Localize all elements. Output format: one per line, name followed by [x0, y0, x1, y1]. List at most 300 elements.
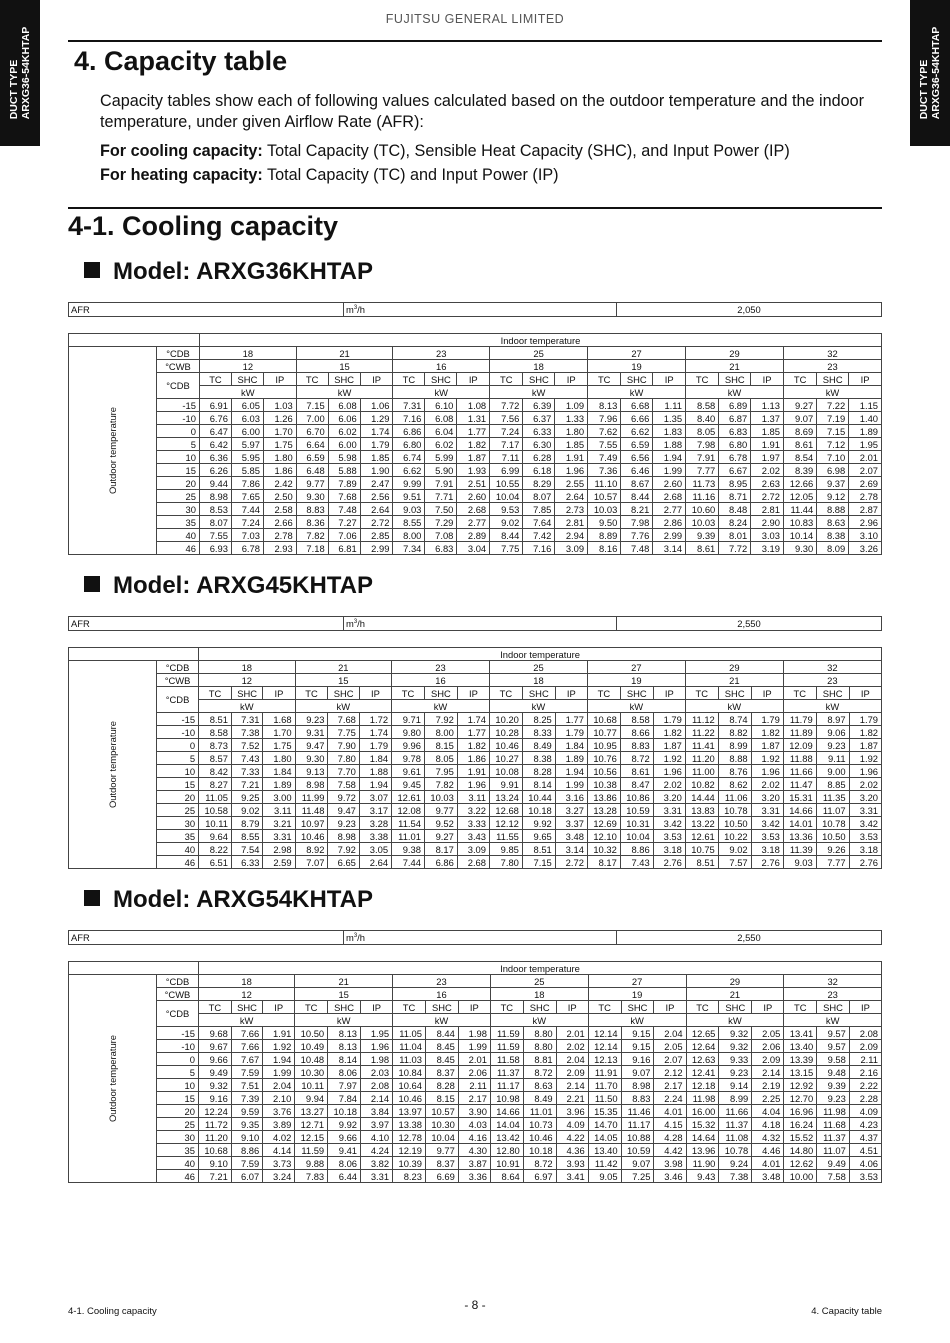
capacity-value: 11.37 [817, 1131, 850, 1144]
capacity-value: 14.66 [490, 1105, 523, 1118]
capacity-value: 8.54 [783, 451, 816, 464]
unit-label: kW [393, 1014, 491, 1027]
capacity-value: 8.24 [719, 516, 751, 529]
column-header: TC [588, 373, 621, 386]
capacity-value: 7.10 [817, 451, 849, 464]
capacity-value: 7.66 [231, 1027, 262, 1040]
capacity-value: 7.58 [328, 778, 359, 791]
capacity-value: 7.82 [424, 778, 457, 791]
capacity-value: 8.13 [588, 399, 621, 412]
capacity-value: 8.58 [199, 726, 232, 739]
capacity-value: 6.97 [523, 1170, 556, 1183]
capacity-value: 8.09 [817, 542, 849, 555]
cwb-label: °CWB [157, 674, 199, 687]
capacity-value: 8.98 [328, 830, 359, 843]
capacity-value: 7.03 [231, 529, 263, 542]
capacity-value: 7.24 [231, 516, 263, 529]
capacity-value: 7.06 [328, 529, 360, 542]
capacity-value: 8.99 [719, 1092, 752, 1105]
capacity-value: 8.05 [686, 425, 719, 438]
capacity-value: 7.72 [719, 542, 751, 555]
capacity-value: 3.38 [359, 830, 391, 843]
capacity-value: 12.92 [784, 1079, 817, 1092]
capacity-value: 10.91 [490, 1157, 523, 1170]
capacity-value: 4.18 [752, 1118, 784, 1131]
capacity-value: 7.52 [231, 739, 262, 752]
capacity-value: 10.00 [784, 1170, 817, 1183]
capacity-value: 13.41 [784, 1027, 817, 1040]
capacity-value: 1.94 [653, 451, 686, 464]
capacity-value: 12.78 [393, 1131, 426, 1144]
capacity-value: 6.56 [621, 451, 653, 464]
capacity-value: 9.66 [328, 1131, 361, 1144]
capacity-value: 1.82 [751, 726, 783, 739]
capacity-value: 6.48 [296, 464, 328, 477]
capacity-value: 9.32 [719, 1040, 752, 1053]
capacity-value: 2.17 [458, 1092, 490, 1105]
capacity-value: 6.59 [621, 438, 653, 451]
capacity-value: 9.32 [719, 1027, 752, 1040]
capacity-value: 8.85 [816, 778, 849, 791]
capacity-value: 5.90 [425, 464, 457, 477]
capacity-value: 9.14 [719, 1079, 752, 1092]
capacity-value: 8.33 [522, 726, 555, 739]
cwb-value: 19 [588, 988, 686, 1001]
capacity-value: 13.22 [685, 817, 718, 830]
capacity-value: 10.59 [621, 1144, 654, 1157]
cdb-value: 25 [490, 975, 588, 988]
capacity-value: 4.16 [458, 1131, 490, 1144]
capacity-value: 3.90 [458, 1105, 490, 1118]
capacity-value: 10.31 [620, 817, 653, 830]
capacity-value: 16.96 [784, 1105, 817, 1118]
capacity-value: 1.95 [849, 438, 882, 451]
capacity-value: 2.11 [458, 1079, 490, 1092]
capacity-value: 11.17 [621, 1118, 654, 1131]
capacity-value: 7.76 [621, 529, 653, 542]
capacity-value: 7.91 [686, 451, 719, 464]
capacity-value: 11.90 [686, 1157, 719, 1170]
capacity-value: 7.75 [328, 726, 359, 739]
capacity-value: 3.53 [849, 1170, 881, 1183]
capacity-value: 2.05 [654, 1040, 686, 1053]
capacity-value: 8.63 [523, 1079, 556, 1092]
outdoor-cdb-label: °CDB [157, 373, 200, 399]
table-row [69, 791, 882, 804]
capacity-value: 1.96 [361, 1040, 393, 1053]
capacity-value: 9.57 [817, 1040, 850, 1053]
capacity-value: 3.09 [555, 542, 588, 555]
capacity-value: 9.85 [489, 843, 522, 856]
capacity-value: 9.99 [393, 477, 425, 490]
capacity-value: 9.65 [522, 830, 555, 843]
table-row [69, 412, 882, 425]
capacity-value: 1.96 [849, 765, 881, 778]
afr-unit [344, 303, 617, 317]
capacity-value: 5.97 [231, 438, 263, 451]
capacity-value: 7.48 [328, 503, 360, 516]
capacity-table [68, 961, 882, 1183]
capacity-value: 6.83 [719, 425, 751, 438]
capacity-value: 9.58 [817, 1053, 850, 1066]
cdb-value: 32 [783, 347, 881, 360]
capacity-value: 10.46 [523, 1131, 556, 1144]
capacity-value: 2.66 [263, 516, 296, 529]
capacity-value: 8.98 [295, 778, 328, 791]
capacity-value: 14.66 [783, 804, 816, 817]
capacity-value: 3.53 [653, 830, 685, 843]
capacity-value: 2.07 [654, 1053, 686, 1066]
outdoor-temp-value: 46 [157, 856, 199, 869]
cwb-value: 12 [199, 360, 296, 373]
capacity-value: 8.81 [523, 1053, 556, 1066]
capacity-value: 3.14 [555, 843, 587, 856]
capacity-value: 6.33 [231, 856, 262, 869]
capacity-value: 2.73 [555, 503, 588, 516]
capacity-value: 2.04 [654, 1027, 686, 1040]
capacity-value: 3.37 [555, 817, 587, 830]
capacity-value: 9.48 [817, 1066, 850, 1079]
capacity-value: 9.77 [425, 1144, 458, 1157]
capacity-value: 12.70 [784, 1092, 817, 1105]
capacity-value: 7.71 [425, 490, 457, 503]
afr-unit-tail: /h [357, 304, 365, 316]
capacity-value: 1.70 [263, 425, 296, 438]
capacity-value: 10.68 [198, 1144, 231, 1157]
capacity-value: 8.86 [231, 1144, 262, 1157]
capacity-value: 7.83 [295, 1170, 328, 1183]
capacity-value: 9.80 [392, 726, 425, 739]
column-header: IP [457, 687, 489, 700]
capacity-value: 7.95 [424, 765, 457, 778]
capacity-value: 11.01 [392, 830, 425, 843]
capacity-value: 4.22 [556, 1131, 588, 1144]
capacity-value: 6.51 [199, 856, 232, 869]
capacity-value: 8.21 [621, 503, 653, 516]
cdb-value: 18 [199, 661, 295, 674]
capacity-value: 9.88 [295, 1157, 328, 1170]
capacity-value: 11.22 [685, 726, 718, 739]
capacity-value: 8.28 [425, 1079, 458, 1092]
capacity-value: 1.87 [457, 451, 490, 464]
capacity-value: 9.00 [816, 765, 849, 778]
capacity-value: 2.86 [653, 516, 686, 529]
capacity-value: 3.14 [653, 542, 686, 555]
capacity-value: 9.52 [424, 817, 457, 830]
capacity-value: 7.27 [328, 516, 360, 529]
capacity-value: 2.94 [555, 529, 588, 542]
capacity-value: 1.90 [360, 464, 393, 477]
capacity-value: 9.96 [392, 739, 425, 752]
capacity-value: 10.44 [522, 791, 555, 804]
model-name: Model: ARXG54KHTAP [113, 886, 374, 913]
unit-label: kW [588, 386, 686, 399]
column-header: IP [751, 373, 784, 386]
capacity-value: 8.97 [816, 713, 849, 726]
capacity-value: 1.79 [555, 726, 587, 739]
capacity-value: 9.26 [816, 843, 849, 856]
afr-unit-base: m [346, 932, 354, 944]
capacity-value: 7.59 [231, 1066, 262, 1079]
capacity-value: 5.85 [231, 464, 263, 477]
table-row [69, 1131, 882, 1144]
capacity-value: 9.92 [328, 1118, 361, 1131]
capacity-value: 1.96 [653, 765, 685, 778]
capacity-value: 12.14 [588, 1040, 621, 1053]
capacity-value: 2.72 [360, 516, 393, 529]
capacity-value: 9.07 [783, 412, 816, 425]
unit-label: kW [783, 386, 881, 399]
capacity-value: 12.05 [783, 490, 816, 503]
capacity-value: 4.01 [654, 1105, 686, 1118]
capacity-value: 13.86 [587, 791, 620, 804]
capacity-value: 10.50 [816, 830, 849, 843]
column-header: TC [199, 687, 232, 700]
column-header: IP [849, 1001, 881, 1014]
cwb-value: 19 [588, 360, 686, 373]
capacity-value: 10.78 [719, 1144, 752, 1157]
capacity-value: 4.04 [752, 1105, 784, 1118]
outdoor-temp-value: -15 [157, 713, 199, 726]
column-header: SHC [231, 1001, 262, 1014]
cwb-value: 19 [587, 674, 685, 687]
afr-unit-sup: 3 [353, 305, 358, 312]
capacity-value: 7.51 [231, 1079, 262, 1092]
capacity-value: 6.74 [393, 451, 425, 464]
table-row [69, 713, 882, 726]
capacity-value: 3.31 [361, 1170, 393, 1183]
capacity-value: 7.58 [817, 1170, 850, 1183]
capacity-value: 13.38 [393, 1118, 426, 1131]
capacity-value: 1.99 [263, 1066, 295, 1079]
column-header: TC [588, 1001, 621, 1014]
capacity-value: 11.47 [783, 778, 816, 791]
capacity-value: 7.16 [523, 542, 555, 555]
capacity-value: 8.67 [621, 477, 653, 490]
capacity-value: 6.62 [393, 464, 425, 477]
capacity-value: 2.64 [359, 856, 391, 869]
capacity-value: 12.08 [392, 804, 425, 817]
capacity-value: 7.70 [328, 765, 359, 778]
capacity-value: 7.08 [425, 529, 457, 542]
outdoor-temperature-label [69, 975, 157, 1183]
capacity-value: 2.68 [653, 490, 686, 503]
capacity-value: 6.76 [199, 412, 231, 425]
capacity-value: 1.94 [555, 765, 587, 778]
capacity-value: 12.62 [784, 1157, 817, 1170]
table-row [69, 752, 882, 765]
cwb-value: 18 [489, 674, 587, 687]
capacity-value: 3.03 [751, 529, 784, 542]
column-header: TC [783, 373, 816, 386]
capacity-value: 9.94 [295, 1092, 328, 1105]
side-tab-line1: DUCT TYPE [918, 59, 930, 120]
column-header: IP [457, 373, 490, 386]
capacity-value: 2.12 [654, 1066, 686, 1079]
capacity-value: 9.59 [231, 1105, 262, 1118]
capacity-value: 1.13 [751, 399, 784, 412]
unit-label: kW [392, 700, 490, 713]
cwb-value: 15 [295, 674, 391, 687]
capacity-value: 1.91 [751, 438, 784, 451]
capacity-value: 3.22 [457, 804, 489, 817]
page-number: - 8 - [464, 1298, 486, 1312]
column-header: IP [359, 687, 391, 700]
heating-definition [100, 165, 890, 186]
capacity-value: 7.91 [425, 477, 457, 490]
capacity-value: 1.99 [555, 778, 587, 791]
capacity-value: 2.04 [263, 1079, 295, 1092]
capacity-value: 6.46 [621, 464, 653, 477]
unit-label: kW [489, 700, 587, 713]
column-header: SHC [817, 373, 849, 386]
capacity-value: 9.07 [621, 1066, 654, 1079]
capacity-value: 6.99 [490, 464, 523, 477]
capacity-value: 7.77 [686, 464, 719, 477]
section-title: 4. Capacity table [74, 46, 288, 76]
unit-label: kW [686, 386, 784, 399]
capacity-value: 11.72 [198, 1118, 231, 1131]
capacity-value: 13.97 [393, 1105, 426, 1118]
outdoor-temp-value: 15 [157, 1092, 199, 1105]
cdb-label: °CDB [157, 975, 199, 988]
capacity-value: 6.07 [231, 1170, 262, 1183]
column-header: IP [752, 1001, 784, 1014]
capacity-value: 11.10 [588, 477, 621, 490]
table-row [69, 399, 882, 412]
capacity-value: 9.02 [490, 516, 523, 529]
capacity-value: 9.35 [231, 1118, 262, 1131]
capacity-value: 10.58 [199, 804, 232, 817]
capacity-value: 9.92 [522, 817, 555, 830]
capacity-value: 9.64 [199, 830, 232, 843]
outdoor-temp-value: 35 [157, 830, 199, 843]
capacity-value: 4.46 [752, 1144, 784, 1157]
capacity-value: 10.49 [295, 1040, 328, 1053]
capacity-value: 1.95 [361, 1027, 393, 1040]
column-header: SHC [719, 1001, 752, 1014]
capacity-value: 13.24 [489, 791, 522, 804]
capacity-value: 1.74 [360, 425, 393, 438]
capacity-value: 4.10 [361, 1131, 393, 1144]
capacity-value: 1.74 [359, 726, 391, 739]
square-bullet-icon [84, 890, 100, 906]
capacity-value: 8.14 [328, 1053, 361, 1066]
column-header: TC [198, 1001, 231, 1014]
capacity-value: 8.63 [817, 516, 849, 529]
capacity-value: 6.03 [231, 412, 263, 425]
capacity-value: 1.88 [653, 438, 686, 451]
capacity-value: 1.08 [457, 399, 490, 412]
capacity-value: 8.58 [620, 713, 653, 726]
capacity-value: 2.87 [849, 503, 882, 516]
capacity-value: 1.94 [263, 1053, 295, 1066]
capacity-value: 3.42 [849, 817, 881, 830]
capacity-value: 1.06 [360, 399, 393, 412]
unit-label: kW [783, 700, 881, 713]
capacity-value: 10.82 [685, 778, 718, 791]
capacity-value: 14.01 [783, 817, 816, 830]
table-row [69, 503, 882, 516]
capacity-value: 2.11 [849, 1053, 881, 1066]
capacity-value: 2.21 [556, 1092, 588, 1105]
capacity-value: 9.03 [783, 856, 816, 869]
capacity-value: 3.09 [457, 843, 489, 856]
capacity-value: 3.43 [457, 830, 489, 843]
capacity-value: 6.05 [231, 399, 263, 412]
table-row [69, 464, 882, 477]
capacity-value: 14.80 [784, 1144, 817, 1157]
capacity-value: 9.13 [295, 765, 328, 778]
capacity-value: 3.36 [458, 1170, 490, 1183]
capacity-value: 10.55 [490, 477, 523, 490]
capacity-value: 12.24 [198, 1105, 231, 1118]
capacity-value: 3.11 [263, 804, 295, 817]
capacity-value: 8.39 [783, 464, 816, 477]
capacity-value: 13.15 [784, 1066, 817, 1079]
capacity-value: 7.92 [328, 843, 359, 856]
capacity-value: 3.31 [751, 804, 783, 817]
square-bullet-icon [84, 262, 100, 278]
capacity-value: 10.18 [522, 804, 555, 817]
afr-unit-sup: 3 [353, 933, 358, 940]
capacity-value: 7.29 [425, 516, 457, 529]
column-header: TC [784, 1001, 817, 1014]
capacity-value: 5.95 [231, 451, 263, 464]
column-header: SHC [328, 373, 360, 386]
capacity-value: 3.96 [556, 1105, 588, 1118]
capacity-value: 4.51 [849, 1144, 881, 1157]
table-row [69, 1053, 882, 1066]
capacity-value: 8.71 [719, 490, 751, 503]
capacity-value: 2.08 [361, 1079, 393, 1092]
capacity-value: 9.27 [783, 399, 816, 412]
capacity-value: 3.18 [849, 843, 881, 856]
capacity-value: 1.98 [458, 1027, 490, 1040]
column-header: IP [654, 1001, 686, 1014]
outdoor-temp-value: 25 [157, 1118, 199, 1131]
capacity-value: 8.83 [296, 503, 328, 516]
capacity-value: 6.59 [296, 451, 328, 464]
capacity-value: 7.33 [231, 765, 262, 778]
capacity-value: 2.09 [849, 1040, 881, 1053]
capacity-value: 9.32 [198, 1079, 231, 1092]
capacity-value: 12.13 [588, 1053, 621, 1066]
capacity-value: 8.98 [199, 490, 231, 503]
capacity-value: 6.65 [328, 856, 359, 869]
capacity-value: 8.79 [231, 817, 262, 830]
unit-label: kW [784, 1014, 882, 1027]
capacity-value: 11.20 [685, 752, 718, 765]
capacity-value: 1.87 [849, 739, 881, 752]
capacity-value: 3.76 [263, 1105, 295, 1118]
capacity-value: 7.55 [199, 529, 231, 542]
capacity-value: 2.02 [653, 778, 685, 791]
capacity-value: 2.68 [457, 856, 489, 869]
outdoor-temperature-text: Outdoor temperature [107, 720, 119, 809]
capacity-value: 2.42 [263, 477, 296, 490]
heating-text: Total Capacity (TC) and Input Power (IP) [262, 166, 559, 184]
capacity-value: 7.15 [296, 399, 328, 412]
capacity-value: 8.80 [523, 1040, 556, 1053]
capacity-value: 8.82 [718, 726, 751, 739]
capacity-value: 6.28 [523, 451, 555, 464]
cooling-definition [100, 141, 890, 162]
capacity-value: 1.40 [849, 412, 882, 425]
capacity-value: 12.61 [685, 830, 718, 843]
capacity-value: 6.86 [424, 856, 457, 869]
capacity-value: 10.18 [328, 1105, 361, 1118]
